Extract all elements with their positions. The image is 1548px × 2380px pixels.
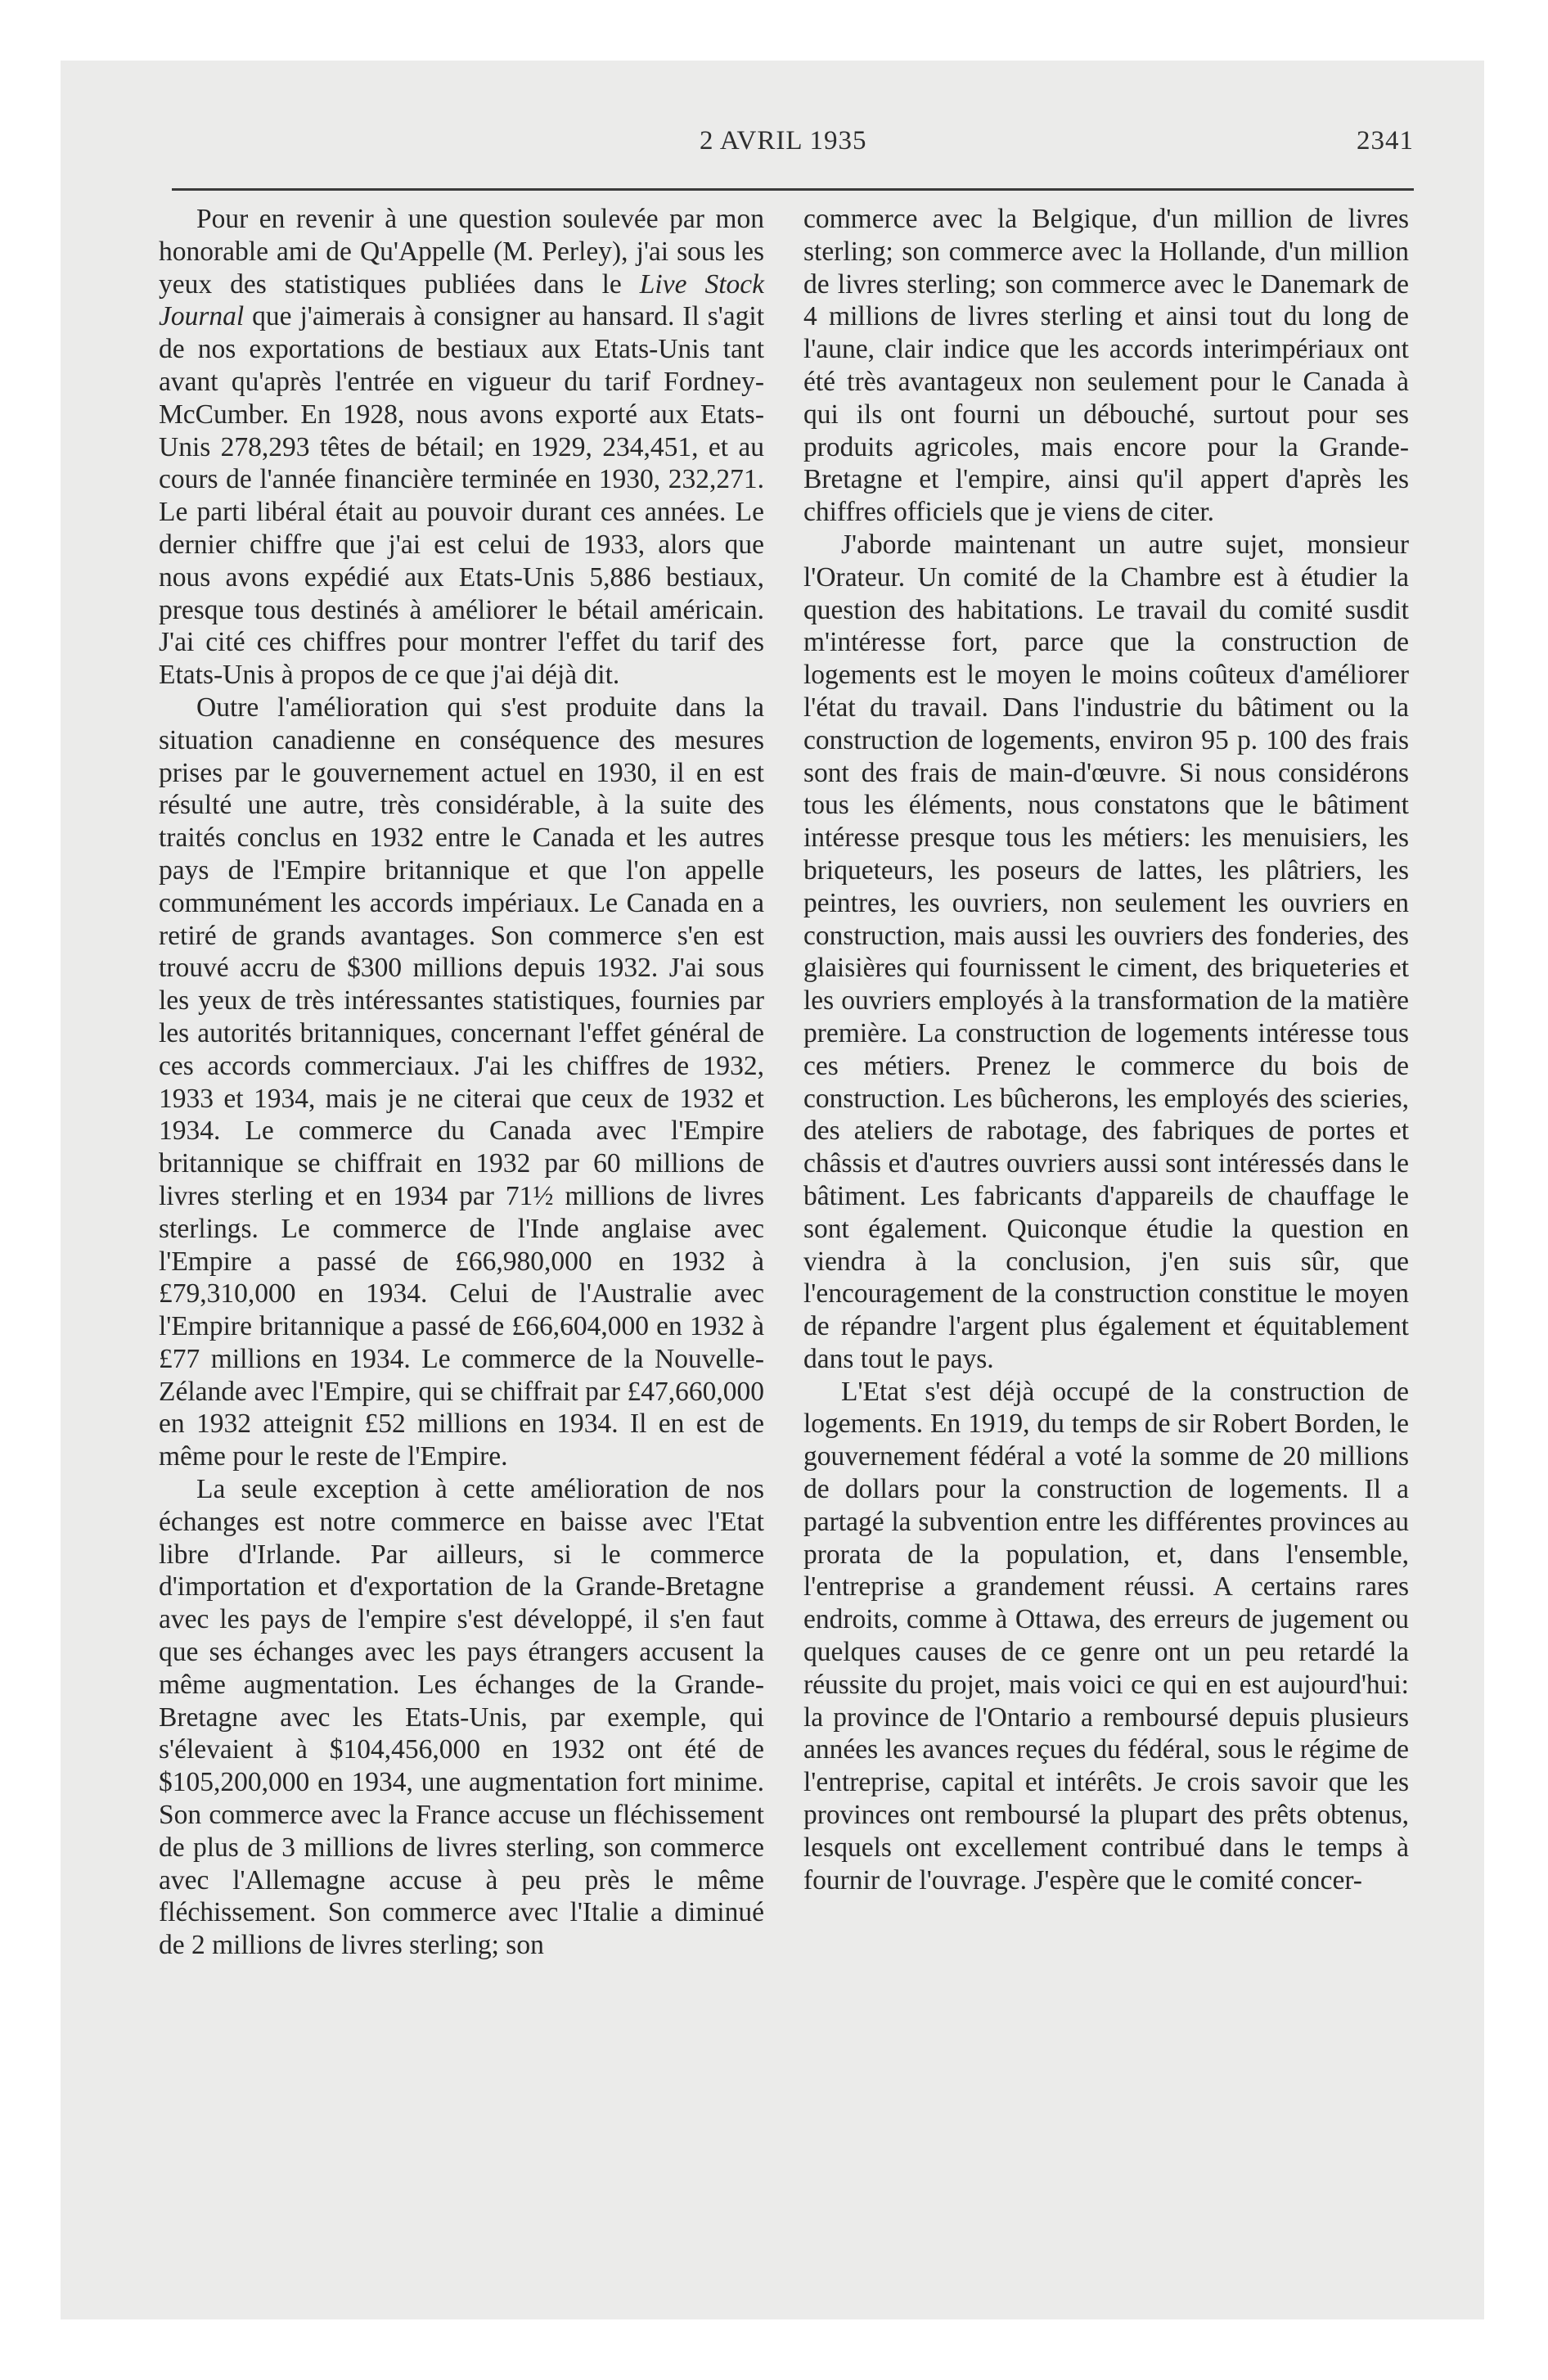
left-paragraph-1 [159,203,764,692]
page-header [172,126,1414,159]
left-paragraph-3: La seule exception à cette amélioration de nos échanges est notre commerce en baisse avec l'Etat libre d'Irlande. Par ailleurs, si le commerce d'importation et d'exportation de la Grande-Bretagne avec les pays de l'empire s'est développé, il s'en faut que ses échanges avec les pays étrangers accusent la même augmentation. Les échanges de la Grande-Bretagne avec les Etats-Unis, par exemple, qui s'élevaient à $104,456,000 en 1932 ont été de $105,200,000 en 1934, une augmentation fort minime. Son commerce avec la France accuse un fléchissement de plus de 3 millions de livres sterling, son commerce avec l'Allemagne accuse à peu près le même fléchissement. Son commerce avec l'Italie a diminué de 2 millions de livres sterling; son [159,1474,764,1961]
left-paragraph-2: Outre l'amélioration qui s'est produite dans la situation canadienne en conséquence des mesures prises par le gouvernement actuel en 1930, il en est résulté une autre, très considérable, à la suite des traités conclus en 1932 entre le Canada et les autres pays de l'Empire britannique et que l'on appelle communément les accords impériaux. Le Canada en a retiré de grands avantages. Son commerce s'en est trouvé accru de $300 millions depuis 1932. J'ai sous les yeux de très intéressantes statistiques, fournies par les autorités britanniques, concernant l'effet général de ces accords commerciaux. J'ai les chiffres de 1932, 1933 et 1934, mais je ne citerai que ceux de 1932 et 1934. Le commerce du Canada avec l'Empire britannique se chiffrait en 1932 par 60 millions de livres sterling et en 1934 par 71½ millions de livres sterlings. Le commerce de l'Inde anglaise avec l'Empire a passé de £66,980,000 en 1932 à £79,310,000 en 1934. Celui de l'Australie avec l'Empire britannique a passé de £66,604,000 en 1932 à £77 millions en 1934. Le commerce de la Nouvelle-Zélande avec l'Empire, qui se chiffrait par £47,660,000 en 1932 atteignit £52 millions en 1934. Il en est de même pour le reste de l'Empire. [159,692,764,1472]
left-paragraph-1-start: Pour en revenir à une question soulevée par mon honorable ami de Qu'Appelle (M. Perley), j'ai sous les yeux des statistiques publiées dans le [159,204,764,300]
right-column [803,203,1409,1896]
header-date: 2 AVRIL 1935 [700,126,867,156]
right-paragraph-3: L'Etat s'est déjà occupé de la construction de logements. En 1919, du temps de sir Robert Borden, le gouvernement fédéral a voté la somme de 20 millions de dollars pour la construction de logements. Il a partagé la subvention entre les différentes provinces au prorata de la population, et, dans l'ensemble, l'entreprise a grandement réussi. A certains rares endroits, comme à Ottawa, des erreurs de jugement ou quelques causes de ce genre ont un peu retardé la réussite du projet, mais voici ce qui en est aujourd'hui: la province de l'Ontario a remboursé depuis plusieurs années les avances reçues du fédéral, sous le régime de l'entreprise, capital et intérêts. Je crois savoir que les provinces ont remboursé la plupart des prêts obtenus, lesquels ont excellement contribué dans le temps à fournir de l'ouvrage. J'espère que le comité concer- [803,1376,1409,1895]
left-column [159,203,764,1962]
header-rule [172,188,1414,191]
right-paragraph-1: commerce avec la Belgique, d'un million de livres sterling; son commerce avec la Hollande, d'un million de livres sterling; son commerce avec le Danemark de 4 millions de livres sterling et ainsi tout du long de l'aune, clair indice que les accords interimpériaux ont été très avantageux non seulement pour le Canada à qui ils ont fourni un débouché, surtout pour ses produits agricoles, mais encore pour la Grande-Bretagne et l'empire, ainsi qu'il appert d'après les chiffres officiels que je viens de citer. [803,204,1409,528]
page-number: 2341 [1357,126,1414,156]
journal-title: Live Stock Journal [159,268,764,332]
right-paragraph-2: J'aborde maintenant un autre sujet, monsieur l'Orateur. Un comité de la Chambre est à étudier la question des habitations. Le travail du comité susdit m'intéresse fort, parce que la construction de logements est le moyen le moins coûteux d'améliorer l'état du travail. Dans l'industrie du bâtiment ou la construction de logements, environ 95 p. 100 des frais sont des frais de main-d'œuvre. Si nous considérons tous les éléments, nous constatons que le bâtiment intéresse presque tous les métiers: les menuisiers, les briqueteurs, les poseurs de lattes, les plâtriers, les peintres, les ouvriers, non seulement les ouvriers en construction, mais aussi les ouvriers des fonderies, des glaisières qui fournissent le ciment, des briqueteries et les ouvriers employés à la transformation de la matière première. La construction de logements intéresse tous ces métiers. Prenez le commerce du bois de construction. Les bûcherons, les employés des scieries, des ateliers de rabotage, des fabriques de portes et châssis et d'autres ouvriers aussi sont intéressés dans le bâtiment. Les fabricants d'appareils de chauffage le sont également. Quiconque étudie la question en viendra à la conclusion, j'en suis sûr, que l'encouragement de la construction constitue le moyen de répandre l'argent plus également et équitablement dans tout le pays. [803,529,1409,1374]
left-paragraph-1-rest: que j'aimerais à consigner au hansard. Il s'agit de nos exportations de bestiaux aux Etats-Unis tant avant qu'après l'entrée en vigueur du tarif Fordney-McCumber. En 1928, nous avons exporté aux Etats-Unis 278,293 têtes de bétail; en 1929, 234,451, et au cours de l'année financière terminée en 1930, 232,271. Le parti libéral était au pouvoir durant ces années. Le dernier chiffre que j'ai est celui de 1933, alors que nous avons expédié aux Etats-Unis 5,886 bestiaux, presque tous destinés à améliorer le bétail américain. J'ai cité ces chiffres pour montrer l'effet du tarif des Etats-Unis à propos de ce que j'ai déjà dit. [159,301,765,691]
